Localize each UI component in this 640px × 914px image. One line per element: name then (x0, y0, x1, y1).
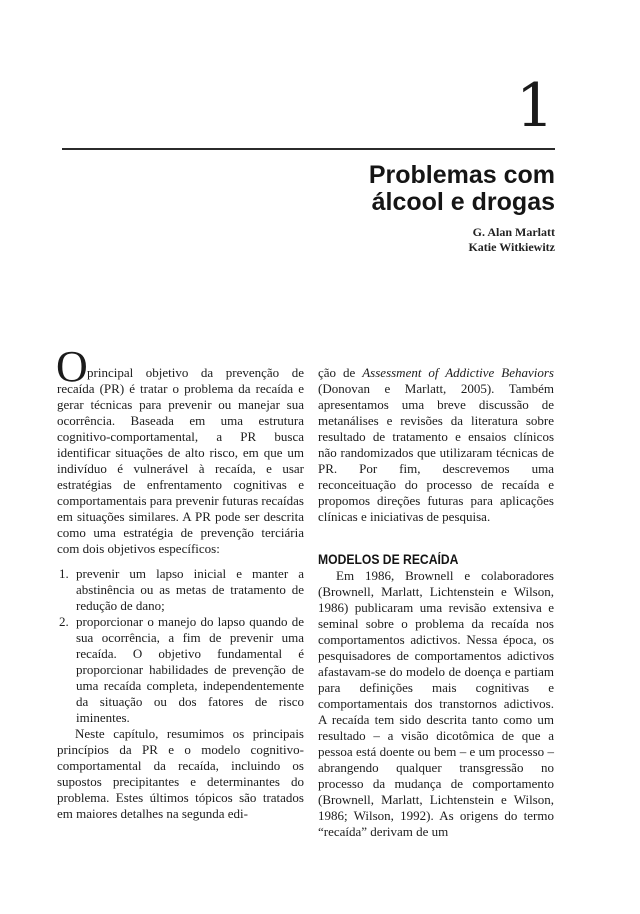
section-heading: MODELOS DE RECAÍDA (318, 552, 459, 567)
intro-paragraph: principal objetivo da prevenção de recaída (PR) é tratar o problema da recaída e gerar técnicas para prevenir ou manejar sua ocorrência. Baseada em uma estrutura cognitivo-comportamental, a PR busca identificar situações de alto risco, em que um indivíduo é vulnerável à recaída, e usar estratégias de enfrentamento cognitivas e comportamentais para prevenir futuras recaídas em situações similares. A PR pode ser descrita como uma estratégia de prevenção terciária com dois objetivos específicos: (57, 365, 304, 556)
relapse-models-paragraph: Em 1986, Brownell e colaboradores (Brownell, Marlatt, Lichtenstein e Wilson, 1986) publicaram uma revisão extensiva e seminal sobre o problema da recaída nos comportamentos adictivos. Nessa época, os pesquisadores de comportamentos adictivos afastavam-se do modelo de doença e partiam para definições mais cognitivas e comportamentais dos transtornos adictivos. A recaída tem sido descrita tanto como um resultado – a visão dicotômica de que a pessoa está doente ou bem – e um processo – abrangendo qualquer transgressão no processo da mudança de comportamento (Brownell, Marlatt, Lichtenstein e Wilson, 1986; Wilson, 1992). As origens do termo “recaída” derivam de um (318, 568, 554, 839)
chapter-title (369, 162, 555, 216)
right-text-column (318, 365, 554, 840)
author-name: G. Alan Marlatt (472, 225, 555, 239)
chapter-title-line-2: álcool e drogas (371, 188, 555, 216)
continuation-text-end: (Donovan e Marlatt, 2005). Também apresentamos uma breve discussão de metanálises e revisões da literatura sobre resultado de tratamento e ensaios clínicos não randomizados que utilizaram técnicas de PR. Por fim, descrevemos uma reconceituação do processo de recaída e propomos direções futuras para aplicações clínicas e iniciativas de pesquisa. (318, 381, 554, 524)
chapter-number: 1 (515, 71, 554, 141)
continuation-text-start: ção de (318, 365, 363, 380)
list-item (57, 566, 304, 614)
chapter-title-line-1: Problemas com (368, 161, 555, 189)
list-item-number: 2. (59, 614, 69, 629)
left-text-column (57, 365, 304, 822)
chapter-overview-paragraph: Neste capítulo, resumimos os principais princípios da PR e o modelo cognitivo-comportamental da recaída, incluindo os supostos precipitantes e determinantes do problema. Estes últimos tópicos são tratados em maiores detalhes na segunda edi- (57, 726, 304, 821)
list-item-text: prevenir um lapso inicial e manter a abstinência ou as metas de tratamento de redução de dano; (76, 566, 304, 613)
title-divider-rule (62, 148, 555, 150)
list-item (57, 614, 304, 726)
book-title-italic: Assessment of Addictive Behaviors (362, 365, 554, 380)
author-name: Katie Witkiewitz (468, 240, 555, 254)
continuation-paragraph (318, 365, 554, 525)
objectives-list (57, 566, 304, 726)
list-item-number: 1. (59, 566, 69, 581)
drop-cap-initial: O (56, 342, 88, 391)
author-list (468, 225, 555, 255)
list-item-text: proporcionar o manejo do lapso quando de sua ocorrência, a fim de prevenir uma recaída. O objetivo fundamental é proporcionar habilidades de prevenção de uma recaída completa, independentemente da situação ou dos fatores de risco iminentes. (76, 614, 304, 725)
